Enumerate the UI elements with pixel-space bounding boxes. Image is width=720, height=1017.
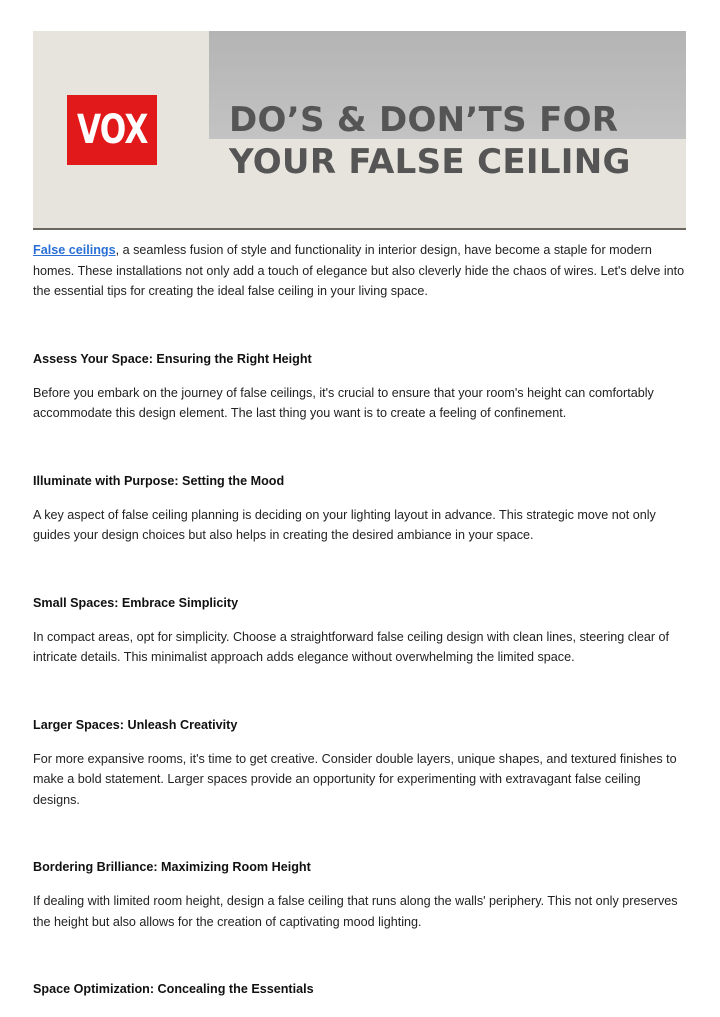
section-heading: Larger Spaces: Unleash Creativity: [33, 717, 238, 732]
header-banner: [33, 31, 686, 230]
section-heading: Illuminate with Purpose: Setting the Mood: [33, 473, 285, 488]
section-heading: Small Spaces: Embrace Simplicity: [33, 595, 239, 610]
banner-title: DO’S & DON’TS FOR YOUR FALSE CEILING: [229, 100, 631, 182]
section-paragraph: A key aspect of false ceiling planning is deciding on your lighting layout in advance. This strategic move not only guides your design choices but also helps in creating the desired ambiance in your space.: [33, 507, 656, 542]
section-heading: Bordering Brilliance: Maximizing Room Height: [33, 860, 311, 874]
vox-logo: [67, 95, 157, 165]
intro-paragraph: [33, 240, 688, 302]
false-ceilings-link[interactable]: False ceilings: [33, 243, 116, 257]
intro-text: , a seamless fusion of style and functionality in interior design, have become a staple for modern homes. These installations not only add a touch of elegance but also cleverly hide the chaos of wires. Let's delve into the essential tips for creating the ideal false ceiling in your living space.: [33, 243, 685, 298]
section-heading: Assess Your Space: Ensuring the Right Height: [33, 351, 312, 366]
section-heading: Space Optimization: Concealing the Essentials: [33, 982, 314, 996]
article-body: [33, 240, 688, 999]
section-paragraph: If dealing with limited room height, design a false ceiling that runs along the walls' periphery. This not only preserves the height but also allows for the creation of captivating mood lighting.: [33, 894, 678, 929]
section-paragraph: For more expansive rooms, it's time to get creative. Consider double layers, unique shapes, and textured finishes to make a bold statement. Larger spaces provide an opportunity for experimenting with extravagant false ceiling designs.: [33, 751, 677, 807]
logo-text: VOX: [76, 107, 148, 153]
section-paragraph: In compact areas, opt for simplicity. Choose a straightforward false ceiling design with clean lines, steering clear of intricate details. This minimalist approach adds elegance without overwhelming the limited space.: [33, 629, 670, 664]
section-paragraph: Before you embark on the journey of false ceilings, it's crucial to ensure that your room's height can comfortably accommodate this design element. The last thing you want is to create a feeling of confinement.: [33, 385, 654, 420]
